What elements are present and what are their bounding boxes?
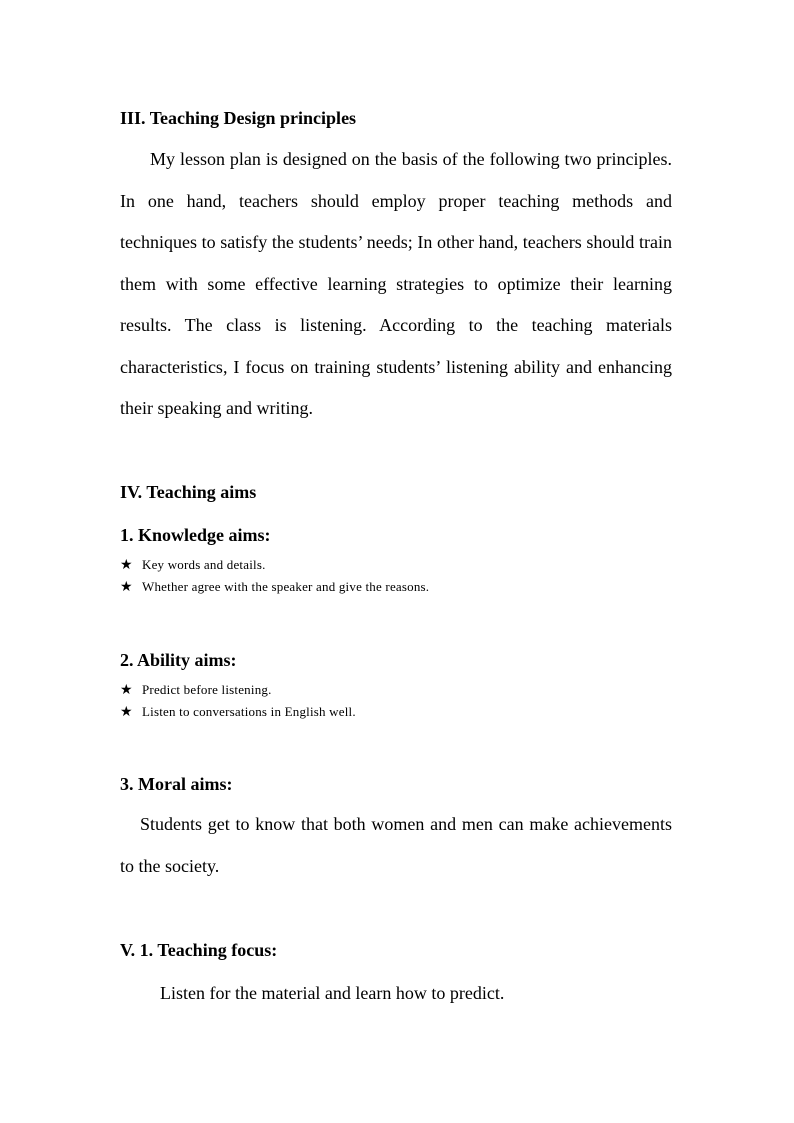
section-5-heading: V. 1. Teaching focus: [120,940,278,960]
list-item: ★ Whether agree with the speaker and give the reasons. [120,576,429,598]
star-icon: ★ [120,682,133,698]
star-icon: ★ [120,704,133,720]
moral-aims-text: Students get to know that both women and men can make achievements to the society. [120,814,672,876]
section-3-heading: III. Teaching Design principles [120,108,357,128]
list-item: ★ Predict before listening. [120,679,356,701]
list-item: ★ Key words and details. [120,554,429,576]
teaching-focus-text: Listen for the material and learn how to predict. [160,983,505,1003]
list-item: ★ Listen to conversations in English well. [120,701,356,723]
moral-aims-heading: 3. Moral aims: [120,774,233,794]
ability-aims-list [120,679,356,723]
knowledge-aims-list [120,554,429,598]
section-4-heading: IV. Teaching aims [120,482,257,502]
star-icon: ★ [120,579,133,595]
ability-aims-heading: 2. Ability aims: [120,650,237,670]
star-icon: ★ [120,557,133,573]
section-3-paragraph: My lesson plan is designed on the basis of the following two principles. In one hand, teachers should employ proper teaching methods and techniques to satisfy the students’ needs; In other hand, teachers should train them with some effective learning strategies to optimize their learning results. The class is listening. According to the teaching materials characteristics, I focus on training students’ listening ability and enhancing their speaking and writing. [120,149,672,418]
knowledge-aims-heading: 1. Knowledge aims: [120,525,271,545]
